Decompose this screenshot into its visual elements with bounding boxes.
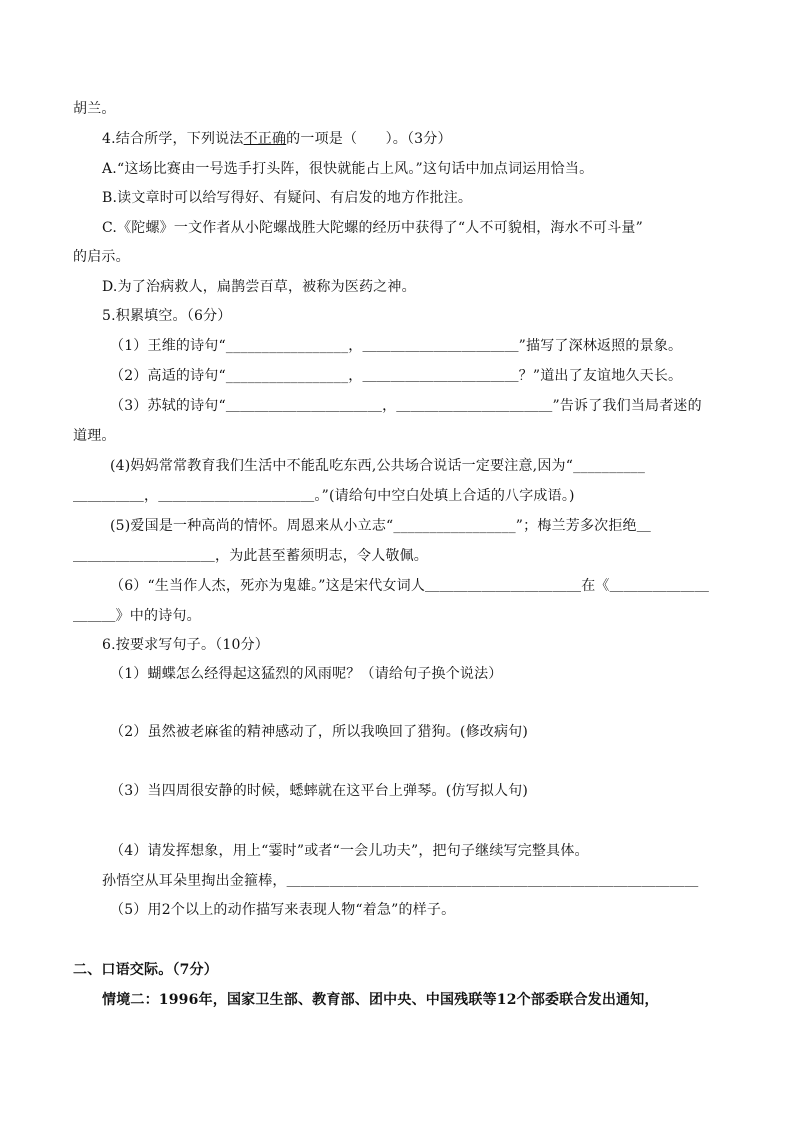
fill-2: （2）高适的诗句“_________________，＿＿＿＿＿＿＿＿＿＿＿？”道出了友谊地久天长。 [110, 368, 683, 384]
fill-5-cont: ＿＿＿＿＿＿＿＿＿＿，为此甚至蓄须明志，令人敬佩。 [73, 548, 428, 564]
question-4 [102, 129, 452, 149]
scenario-text: 情境二：1996年，国家卫生部、教育部、团中央、中国残联等12个部委联合发出通知， [102, 992, 659, 1008]
fill-6: （6）“生当作人杰，死亦为鬼雄。”这是宋代女词人＿＿＿＿＿＿＿＿＿＿＿在《＿＿＿＿＿＿＿ [110, 578, 710, 594]
question-6: 6.按要求写句子。（10分） [102, 637, 269, 653]
option-c-cont: 的启示。 [73, 249, 130, 265]
option-b: B.读文章时可以给写得好、有疑问、有启发的地方作批注。 [102, 190, 473, 206]
sentence-2: （2）虽然被老麻雀的精神感动了，所以我唤回了猎狗。(修改病句) [110, 724, 529, 740]
option-a: A.“这场比赛由一号选手打头阵，很快就能占上风。”这句话中加点词运用恰当。 [102, 161, 594, 177]
sentence-4: （4）请发挥想象，用上“霎时”或者“一会儿功夫”，把句子继续写完整具体。 [110, 843, 589, 859]
fill-4-cont: ＿＿＿＿＿，＿＿＿＿＿＿＿＿＿＿＿。”(请给句中空白处填上合适的八字成语。) [73, 488, 575, 504]
option-d: D.为了治病救人，扁鹊尝百草，被称为医药之神。 [102, 279, 416, 295]
option-c: C.《陀螺》一文作者从小陀螺战胜大陀螺的经历中获得了“人不可貌相，海水不可斗量” [102, 220, 643, 236]
fill-6-cont: ＿＿＿》中的诗句。 [73, 608, 201, 624]
text-span: 的一项是（ ）。（3分） [286, 131, 452, 147]
fill-3: （3）苏轼的诗句“＿＿＿＿＿＿＿＿＿＿＿，＿＿＿＿＿＿＿＿＿＿＿”告诉了我们当局者迷的 [110, 398, 702, 414]
sentence-3: （3）当四周很安静的时候，蟋蟀就在这平台上弹琴。(仿写拟人句) [110, 783, 529, 799]
question-5: 5.积累填空。（6分） [102, 308, 232, 324]
text-line: 胡兰。 [73, 101, 116, 117]
sentence-1: （1）蝴蝶怎么经得起这猛烈的风雨呢？（请给句子换个说法） [110, 666, 503, 682]
fill-3-cont: 道理。 [73, 428, 116, 444]
sentence-5: （5）用2个以上的动作描写来表现人物“着急”的样子。 [110, 902, 456, 918]
section-heading: 二、口语交际。（7分） [73, 962, 218, 978]
underlined-text: 不正确 [243, 131, 287, 147]
text-span: 4.结合所学，下列说法 [102, 131, 244, 147]
sentence-4-line: 孙悟空从耳朵里掏出金箍棒，＿＿＿＿＿＿＿＿＿＿＿＿＿＿＿＿＿＿＿＿＿＿＿＿＿＿＿＿＿ [102, 873, 699, 889]
fill-5: (5)爱国是一种高尚的情怀。周恩来从小立志“_________________”；梅兰芳多次拒绝＿ [110, 518, 651, 534]
fill-1: （1）王维的诗句“_________________，＿＿＿＿＿＿＿＿＿＿＿”描写了深林返照的景象。 [110, 338, 683, 354]
fill-4: (4)妈妈常常教育我们生活中不能乱吃东西,公共场合说话一定要注意,因为“__________ [110, 458, 646, 474]
